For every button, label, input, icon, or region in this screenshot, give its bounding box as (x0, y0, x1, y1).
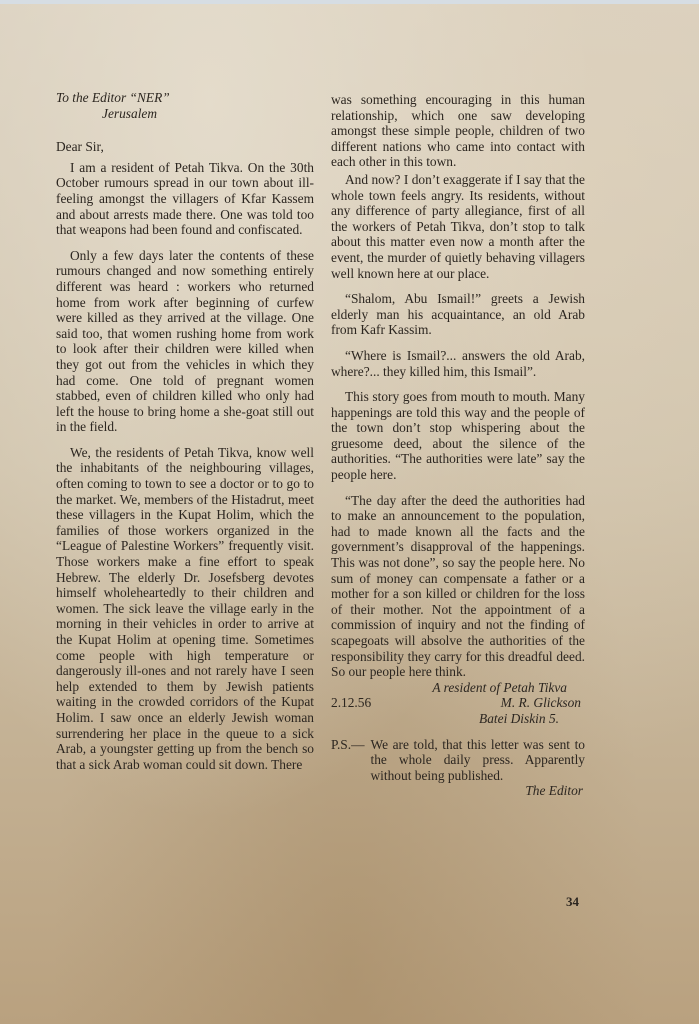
signature-address: Batei Diskin 5. (479, 710, 559, 726)
postscript (331, 737, 585, 784)
paragraph: We, the residents of Petah Tikva, know well the inhabitants of the neighbouring villages, often coming to town to see a doctor or to go to the market. We, members of the Histadrut, meet these villagers in the Kupat Holim, which the families of those workers organized in the “League of Palestine Workers” frequently visit. Those workers make a fine effort to speak Hebrew. The elderly Dr. Josefsberg devotes himself wholeheartedly to their children and women. The sick leave the village early in the morning in their vehicles in order to arrive at the Kupat Holim at opening time. Sometimes come people with high temperature or dangerously ill-ones and not rarely have I seen help extended to them by Jewish patients waiting in the crowded corridors of the Kupat Holim. I saw once an elderly Jewish woman surrendering her place in the queue to a sick Arab, a youngster getting up from the bench so that a sick Arab woman could sit down. There (56, 444, 314, 772)
letter-date: 2.12.56 (331, 695, 372, 711)
page-top-edge (0, 0, 699, 4)
postscript-text: We are told, that this letter was sent to the whole daily press. Apparently without being published. (370, 736, 585, 783)
addressee-line: To the Editor “NER” (56, 90, 170, 105)
paragraph: “The day after the deed the authorities had to make an announcement to the population, had to made known all the facts and the government’s disapproval of the happenings. This was not done”, so say the people here. No sum of money can compensate a father or a mother for a son killed or children for the loss of their mother. Not the appointment of a commission of inquiry and not the finding of scapegoats will absolve the authorities of the responsibility they carry for this dreadful deed. So our people here think. (331, 492, 585, 680)
paragraph: “Shalom, Abu Ismail!” greets a Jewish elderly man his acquaintance, an old Arab from Kafr Kassim. (331, 291, 585, 338)
paragraph: was something encouraging in this human relationship, which one saw developing amongst these simple people, children of two different nations who came into contact with each other in this town. (331, 92, 585, 170)
postscript-label: P.S.— (331, 736, 365, 752)
paragraph: “Where is Ismail?... answers the old Arab, where?... they killed him, this Ismail”. (331, 347, 585, 379)
signature-title: A resident of Petah Tikva (432, 679, 567, 695)
signature-row (331, 695, 581, 711)
left-column (56, 90, 314, 782)
paragraph: This story goes from mouth to mouth. Many happenings are told this way and the people of the town don’t stop whispering about the gruesome deed, about the silence of the authorities. “The authorities were late” say the people here. (331, 389, 585, 483)
paragraph: I am a resident of Petah Tikva. On the 30th October rumours spread in our town about ill-feeling amongst the villagers of Kfar Kassem and about arrests made there. One was told too that weapons had been found and confiscated. (56, 159, 314, 238)
addressee-city: Jerusalem (102, 105, 158, 121)
postscript-signoff: The Editor (525, 783, 583, 799)
salutation: Dear Sir, (56, 139, 104, 155)
right-column (331, 92, 585, 799)
signature-name: M. R. Glickson (500, 695, 581, 711)
paragraph: And now? I don’t exaggerate if I say that the whole town feels angry. Its residents, without any difference of party allegiance, first of all the workers of Petah Tikva, don’t stop to talk about this matter even now a month after the event, the murder of quietly behaving villagers well known here at our place. (331, 171, 585, 281)
page-number: 34 (566, 894, 579, 909)
paragraph: Only a few days later the contents of these rumours changed and now something entirely different was heard : workers who returned home from work after beginning of curfew were killed as they arrived at the village. One said too, that women rushing home from work to look after their children were killed when they got out from the vehicles in which they had come. One told of pregnant women stabbed, even of children killed who only had left the house to bring home a she-goat still out in the field. (56, 247, 314, 435)
